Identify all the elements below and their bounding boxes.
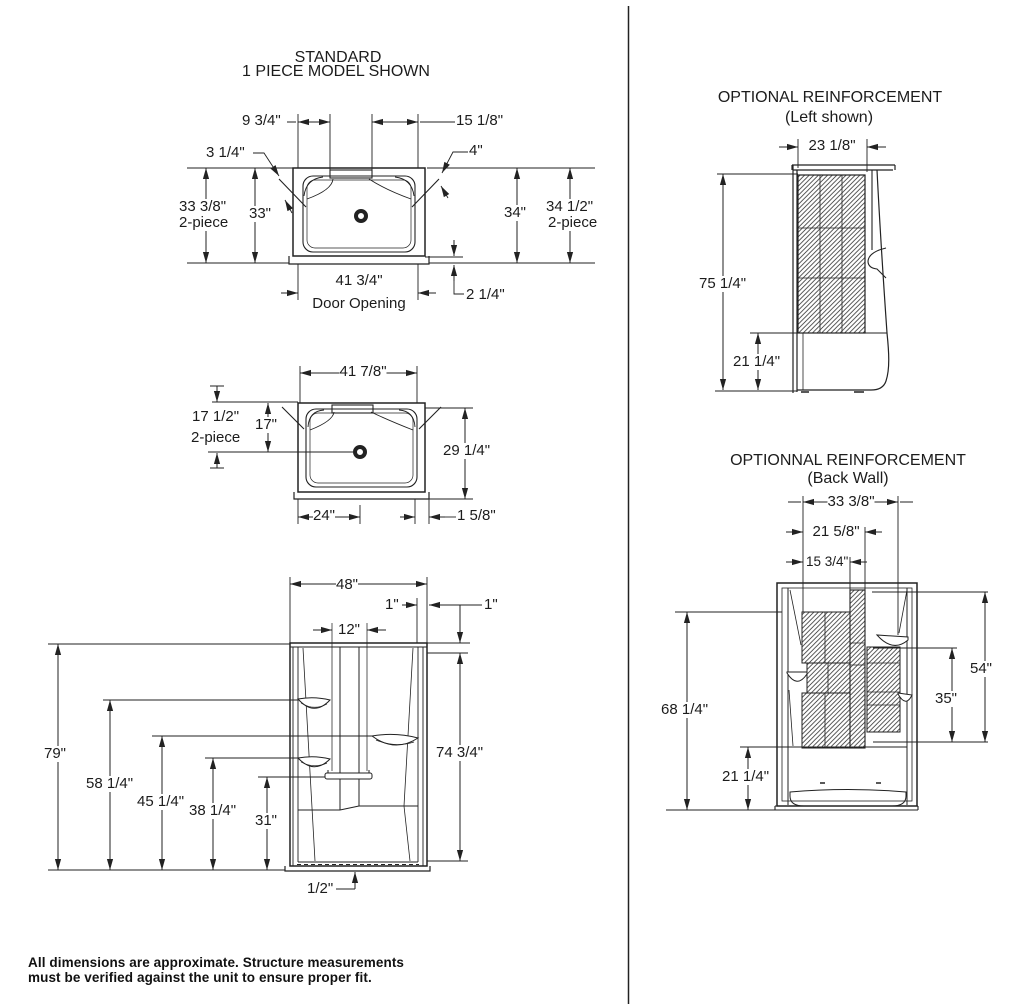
dim-back-reinf-height: 68 1/4"	[661, 701, 709, 718]
note-mid-2piece: 2-piece	[191, 429, 241, 446]
dim-front-rim: 1"	[484, 596, 498, 613]
note-plan-2piece-right: 2-piece	[548, 214, 598, 231]
footer-disclaimer-line1: All dimensions are approximate. Structure measurements	[28, 955, 405, 970]
dim-front-inner-height: 74 3/4"	[436, 744, 484, 761]
dim-door-opening-width: 41 3/4"	[335, 272, 383, 289]
dim-left-reinf-base: 21 1/4"	[733, 353, 781, 370]
footer-disclaimer-line2: must be verified against the unit to ensure proper fit.	[28, 970, 372, 985]
left-reinf-title-line1: OPTIONAL REINFORCEMENT	[717, 89, 943, 106]
mid-view-dimensions	[208, 363, 473, 524]
dim-mid-edge-offset: 1 5/8"	[457, 507, 496, 524]
dim-front-grab-bar: 12"	[337, 621, 361, 638]
dim-back-reinf-right-inner: 35"	[935, 690, 958, 707]
front-view-unit	[285, 643, 430, 871]
left-reinforcement-unit	[792, 165, 895, 393]
note-plan-2piece-left: 2-piece	[179, 214, 229, 231]
dim-plan-corner-right: 4"	[469, 142, 483, 159]
dim-left-reinf-height: 75 1/4"	[699, 275, 747, 292]
dim-plan-depth-right: 34"	[504, 204, 527, 221]
dim-front-shelf-high: 58 1/4"	[86, 775, 134, 792]
dim-back-reinf-mid-width: 21 5/8"	[812, 523, 860, 540]
dim-left-reinf-width: 23 1/8"	[808, 137, 856, 154]
dim-front-width: 48"	[335, 576, 359, 593]
dim-plan-threshold: 2 1/4"	[466, 286, 505, 303]
dim-plan-depth-2piece-left: 33 3/8"	[179, 198, 227, 215]
label-door-opening: Door Opening	[312, 295, 406, 312]
plan-view-unit	[279, 168, 439, 264]
mid-view-unit	[282, 403, 441, 499]
plan-title-line2: 1 PIECE MODEL SHOWN	[242, 63, 430, 80]
dim-plan-corner-left: 3 1/4"	[206, 144, 245, 161]
dim-plan-depth-2piece-right: 34 1/2"	[546, 198, 594, 215]
dim-back-reinf-right-outer: 54"	[970, 660, 993, 677]
dim-front-shelf-mid: 45 1/4"	[137, 793, 185, 810]
dim-front-height: 79"	[44, 745, 67, 762]
back-reinf-title-line1: OPTIONNAL REINFORCEMENT	[730, 452, 966, 469]
plan-title-line1: STANDARD	[294, 49, 382, 66]
dim-plan-top-left: 9 3/4"	[242, 112, 281, 129]
dim-back-reinf-outer-width: 33 3/8"	[827, 493, 875, 510]
dim-front-threshold: 1/2"	[307, 880, 334, 897]
back-reinf-title-line2: (Back Wall)	[807, 470, 889, 487]
dim-mid-width: 41 7/8"	[339, 363, 387, 380]
back-reinforcement-unit	[775, 583, 918, 810]
dim-plan-depth-left: 33"	[249, 205, 272, 222]
dim-front-shelf-low: 38 1/4"	[189, 802, 237, 819]
dim-back-reinf-inner-width: 15 3/4"	[806, 554, 849, 569]
dim-mid-depth: 29 1/4"	[443, 442, 491, 459]
dim-front-grab-height: 31"	[255, 812, 278, 829]
dim-mid-drain-2piece: 17 1/2"	[192, 408, 240, 425]
dim-front-wall: 1"	[385, 596, 399, 613]
left-reinf-title-line2: (Left shown)	[784, 109, 874, 126]
front-view-dimensions	[48, 577, 482, 889]
dim-mid-drain: 17"	[255, 416, 278, 433]
dim-mid-drain-offset: 24"	[313, 507, 336, 524]
dim-plan-top-right: 15 1/8"	[456, 112, 504, 129]
dim-back-reinf-base: 21 1/4"	[722, 768, 770, 785]
